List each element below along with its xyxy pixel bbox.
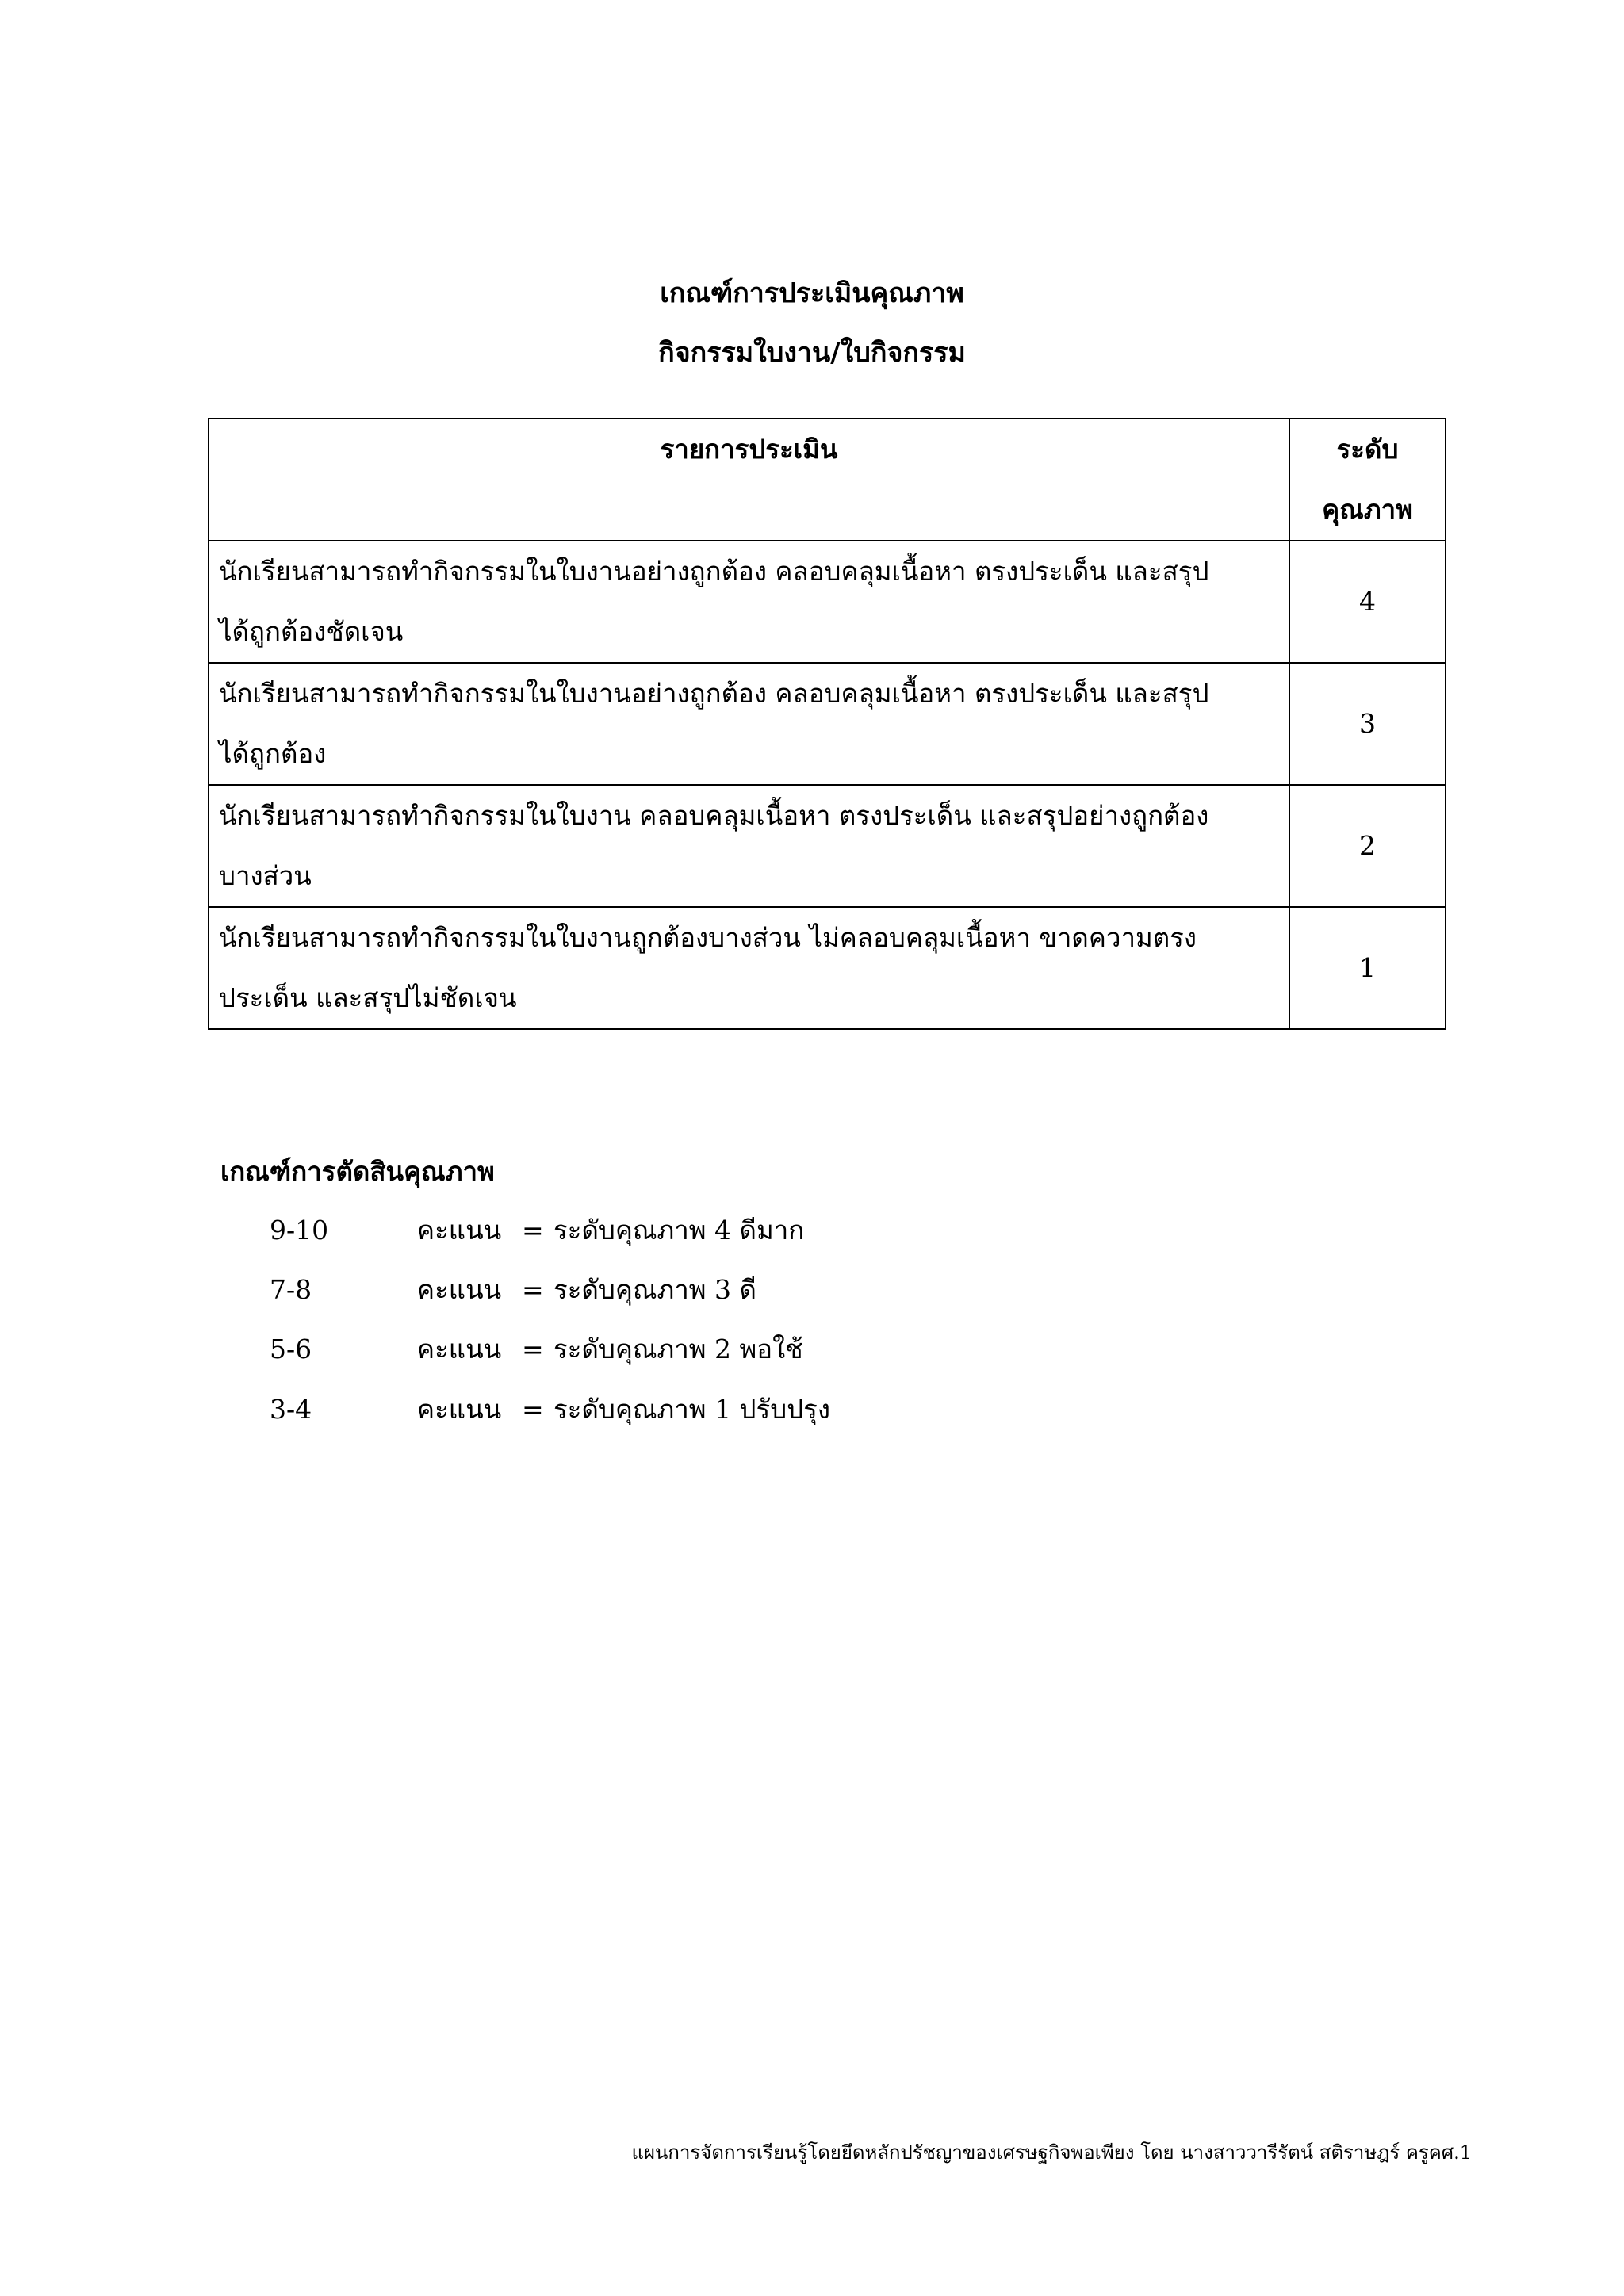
column-header-level bbox=[1289, 419, 1446, 541]
score-range: 7-8 bbox=[270, 1274, 312, 1305]
score-range: 9-10 bbox=[270, 1215, 329, 1246]
criteria-item bbox=[0, 1213, 1624, 1248]
equals-sign: = bbox=[522, 1215, 544, 1246]
row-description-line2: บางส่วน bbox=[219, 860, 312, 891]
criteria-item bbox=[0, 1332, 1624, 1367]
table-row bbox=[209, 663, 1446, 785]
row-description bbox=[209, 541, 1289, 663]
page-footer: แผนการจัดการเรียนรู้โดยยึดหลักปรัชญาของเศรษฐกิจพอเพียง โดย นางสาววารีรัตน์ สติราษฎร์ ครูคศ.1 bbox=[631, 2141, 1472, 2164]
row-description-line1: นักเรียนสามารถทำกิจกรรมในใบงานอย่างถูกต้อง คลอบคลุมเนื้อหา ตรงประเด็น และสรุป bbox=[219, 678, 1209, 709]
row-level: 1 bbox=[1289, 907, 1446, 1029]
score-unit: คะแนน bbox=[417, 1334, 502, 1364]
quality-level-label: ระดับคุณภาพ 3 ดี bbox=[553, 1274, 756, 1305]
row-description-line1: นักเรียนสามารถทำกิจกรรมในใบงาน คลอบคลุมเนื้อหา ตรงประเด็น และสรุปอย่างถูกต้อง bbox=[219, 800, 1209, 831]
page-subtitle: กิจกรรมใบงาน/ใบกิจกรรม bbox=[658, 337, 966, 369]
quality-level-label: ระดับคุณภาพ 1 ปรับปรุง bbox=[553, 1394, 830, 1425]
row-description-line1: นักเรียนสามารถทำกิจกรรมในใบงานอย่างถูกต้อง คลอบคลุมเนื้อหา ตรงประเด็น และสรุป bbox=[219, 556, 1209, 587]
score-unit: คะแนน bbox=[417, 1215, 502, 1246]
score-unit: คะแนน bbox=[417, 1394, 502, 1425]
column-header-item: รายการประเมิน bbox=[209, 419, 1289, 541]
quality-level-label: ระดับคุณภาพ 4 ดีมาก bbox=[553, 1215, 805, 1246]
row-description-line2: ได้ถูกต้อง bbox=[219, 738, 327, 769]
score-unit: คะแนน bbox=[417, 1274, 502, 1305]
row-description bbox=[209, 907, 1289, 1029]
equals-sign: = bbox=[522, 1394, 544, 1425]
row-level: 2 bbox=[1289, 785, 1446, 907]
quality-level-label: ระดับคุณภาพ 2 พอใช้ bbox=[553, 1334, 803, 1364]
table-header-row bbox=[209, 419, 1446, 541]
criteria-item bbox=[0, 1392, 1624, 1427]
table-row bbox=[209, 785, 1446, 907]
equals-sign: = bbox=[522, 1334, 544, 1364]
evaluation-table bbox=[208, 418, 1446, 1030]
row-level: 3 bbox=[1289, 663, 1446, 785]
row-level: 4 bbox=[1289, 541, 1446, 663]
table-row bbox=[209, 907, 1446, 1029]
row-description-line2: ได้ถูกต้องชัดเจน bbox=[219, 616, 404, 647]
criteria-heading: เกณฑ์การตัดสินคุณภาพ bbox=[220, 1156, 495, 1187]
page-title: เกณฑ์การประเมินคุณภาพ bbox=[660, 277, 964, 309]
column-header-level-line2: คุณภาพ bbox=[1322, 494, 1413, 525]
score-range: 3-4 bbox=[270, 1394, 312, 1425]
row-description bbox=[209, 663, 1289, 785]
table-row bbox=[209, 541, 1446, 663]
criteria-item bbox=[0, 1272, 1624, 1307]
equals-sign: = bbox=[522, 1274, 544, 1305]
row-description-line1: นักเรียนสามารถทำกิจกรรมในใบงานถูกต้องบางส่วน ไม่คลอบคลุมเนื้อหา ขาดความตรง bbox=[219, 922, 1197, 953]
score-range: 5-6 bbox=[270, 1334, 312, 1364]
row-description-line2: ประเด็น และสรุปไม่ชัดเจน bbox=[219, 982, 517, 1013]
column-header-level-line1: ระดับ bbox=[1336, 434, 1399, 465]
row-description bbox=[209, 785, 1289, 907]
